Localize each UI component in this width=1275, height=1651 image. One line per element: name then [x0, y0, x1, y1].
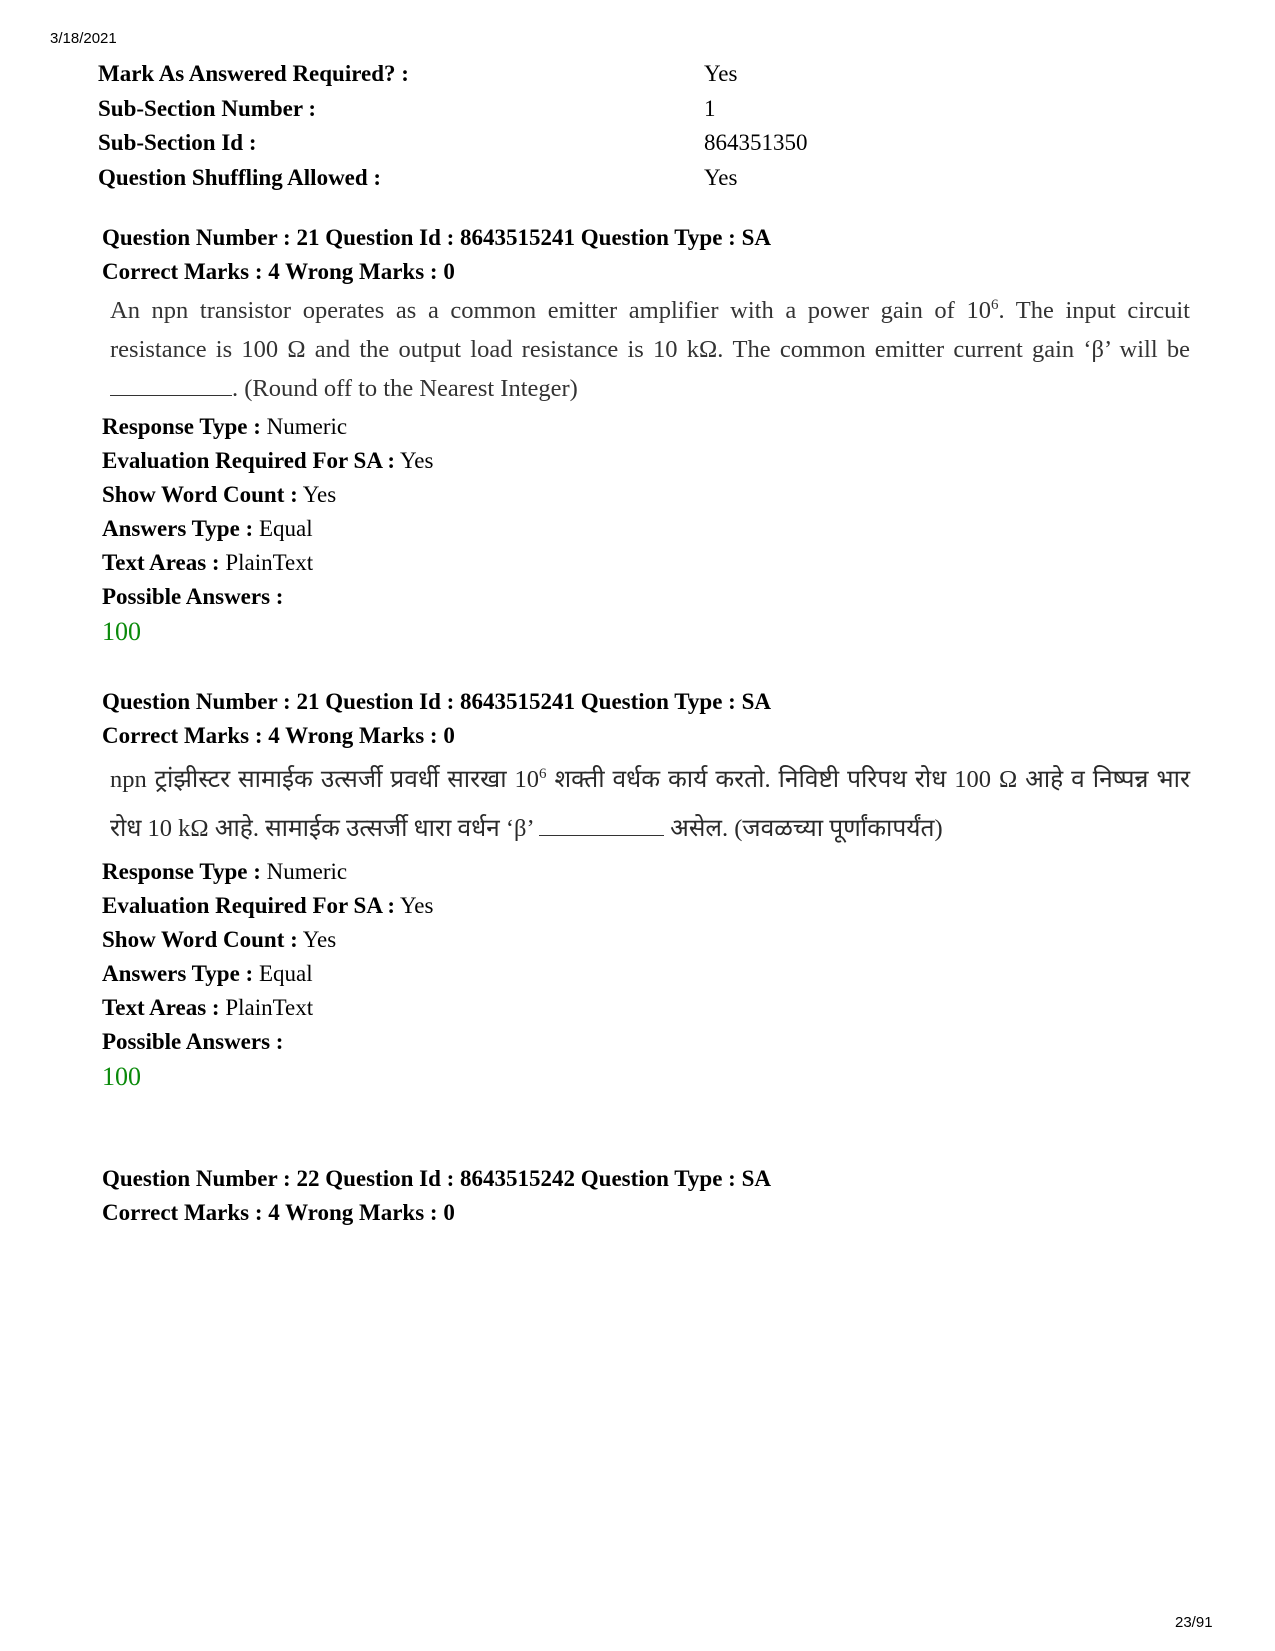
meta-label: Question Shuffling Allowed : [98, 164, 382, 190]
exponent: 6 [539, 765, 547, 782]
property-value: PlainText [225, 995, 314, 1020]
property-label: Show Word Count : [102, 482, 298, 507]
meta-row [98, 92, 918, 127]
question-text-part: शक्ती वर्धक कार्य करतो. निविष्टी परिपथ रोध 100 Ω आहे व निष्पन्न भार रोध 10 kΩ आहे. सामाईक उत्सर्जी धारा वर्धन ‘β’ [110, 766, 1190, 842]
property-row [102, 855, 1202, 889]
possible-answer: 100 [102, 1062, 141, 1091]
question-text-part: npn ट्रांझीस्टर सामाईक उत्सर्जी प्रवर्धी सारखा 10 [110, 766, 540, 793]
property-label: Answers Type : [102, 516, 254, 541]
property-value: Yes [302, 927, 337, 952]
answer-blank [539, 835, 664, 836]
exponent: 6 [990, 296, 999, 313]
meta-row [98, 57, 918, 92]
answer-blank [110, 395, 232, 396]
property-label: Response Type : [102, 414, 261, 439]
property-label: Possible Answers : [102, 584, 284, 609]
question-text-part: असेल. (जवळच्या पूर्णांकापर्यंत) [664, 815, 943, 842]
property-value: Yes [400, 448, 434, 473]
meta-label: Mark As Answered Required? : [98, 61, 409, 87]
property-value: Yes [400, 893, 434, 918]
question-properties [102, 855, 1202, 1059]
possible-answer: 100 [102, 617, 141, 646]
property-row [102, 1025, 1202, 1059]
property-row [102, 923, 1202, 957]
question-block-english [102, 221, 1202, 650]
property-value: Equal [258, 961, 313, 986]
property-row [102, 580, 1202, 614]
meta-label: Sub-Section Number : [98, 95, 317, 121]
property-row [102, 546, 1202, 580]
property-row [102, 957, 1202, 991]
property-row [102, 512, 1202, 546]
question-marks: Correct Marks : 4 Wrong Marks : 0 [102, 1200, 455, 1225]
property-value: Equal [258, 516, 313, 541]
property-value: Numeric [266, 859, 348, 884]
property-value: Numeric [266, 414, 348, 439]
property-label: Possible Answers : [102, 1029, 284, 1054]
meta-value: Yes [704, 164, 738, 190]
question-header: Question Number : 21 Question Id : 8643515241 Question Type : SA [102, 689, 771, 714]
question-text-part: An npn transistor operates as a common emitter amplifier with a power gain of 10 [110, 297, 991, 324]
meta-label: Sub-Section Id : [98, 130, 257, 156]
question-text [110, 291, 1190, 408]
property-row [102, 478, 1202, 512]
property-label: Answers Type : [102, 961, 254, 986]
property-label: Response Type : [102, 859, 261, 884]
question-block-next [102, 1162, 1202, 1230]
property-label: Text Areas : [102, 550, 220, 575]
property-value: Yes [302, 482, 337, 507]
property-value: PlainText [225, 550, 314, 575]
question-header: Question Number : 22 Question Id : 8643515242 Question Type : SA [102, 1166, 771, 1191]
meta-row [98, 161, 918, 196]
property-label: Evaluation Required For SA : [102, 893, 396, 918]
meta-row [98, 126, 918, 161]
meta-value: 1 [704, 95, 716, 121]
property-label: Text Areas : [102, 995, 220, 1020]
property-row [102, 444, 1202, 478]
question-text-part: . The input circuit resistance is 100 Ω and the output load resistance is 10 kΩ. The common emitter current gain ‘β’ will be [110, 297, 1190, 363]
page-number: 23/91 [1175, 1614, 1213, 1631]
property-row [102, 991, 1202, 1025]
question-text [110, 755, 1190, 853]
property-label: Evaluation Required For SA : [102, 448, 396, 473]
question-properties [102, 410, 1202, 614]
question-marks: Correct Marks : 4 Wrong Marks : 0 [102, 259, 455, 284]
question-header: Question Number : 21 Question Id : 8643515241 Question Type : SA [102, 225, 771, 250]
property-row [102, 410, 1202, 444]
question-text-part: . (Round off to the Nearest Integer) [232, 375, 578, 402]
property-label: Show Word Count : [102, 927, 298, 952]
question-block-marathi [102, 685, 1202, 1095]
meta-value: 864351350 [704, 130, 808, 156]
property-row [102, 889, 1202, 923]
meta-value: Yes [704, 61, 738, 87]
question-marks: Correct Marks : 4 Wrong Marks : 0 [102, 723, 455, 748]
section-meta [98, 57, 918, 195]
print-date: 3/18/2021 [50, 30, 117, 47]
